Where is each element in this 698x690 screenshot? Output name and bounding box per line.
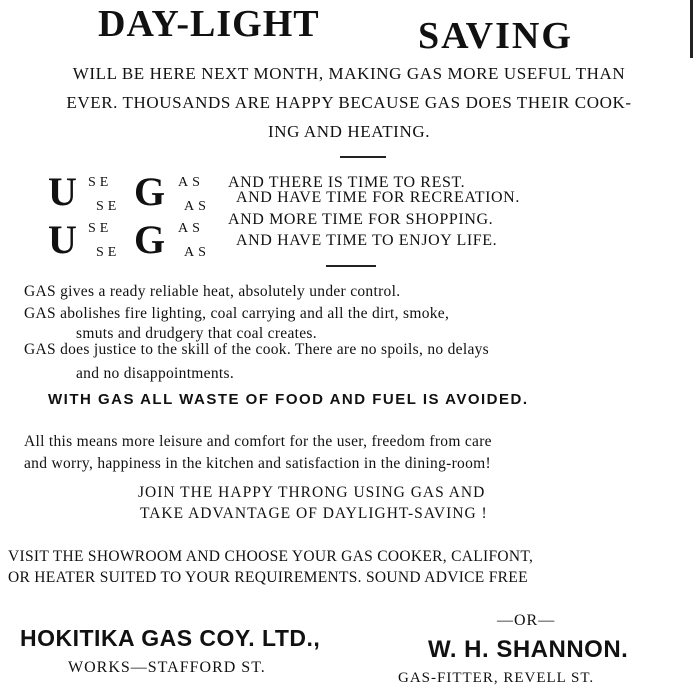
divider [340, 156, 386, 158]
se-letters: SE [88, 221, 113, 236]
se-letters: SE [96, 199, 121, 214]
use-gas-line-1: AND THERE IS TIME TO REST. [228, 174, 466, 191]
company-address-right: GAS-FITTER, REVELL ST. [398, 670, 595, 686]
showroom-line-1: VISIT THE SHOWROOM AND CHOOSE YOUR GAS COOKER, CALIFONT, [8, 548, 534, 565]
big-g-letter: G [134, 217, 166, 262]
join-line-1: JOIN THE HAPPY THRONG USING GAS AND [138, 484, 486, 501]
waste-statement: WITH GAS ALL WASTE OF FOOD AND FUEL IS AVOIDED. [48, 391, 529, 408]
headline-saving: SAVING [418, 15, 573, 57]
divider [326, 265, 376, 267]
big-u-letter: U [48, 217, 77, 262]
headline-day-light: DAY-LIGHT [98, 3, 320, 45]
leisure-line-2: and worry, happiness in the kitchen and satisfaction in the dining-room! [24, 455, 491, 472]
showroom-line-2: OR HEATER SUITED TO YOUR REQUIREMENTS. SOUND ADVICE FREE [8, 569, 528, 586]
intro-line-2: EVER. THOUSANDS ARE HAPPY BECAUSE GAS DOES THEIR COOK- [66, 93, 632, 112]
border-rule [690, 0, 693, 58]
as-letters: AS [184, 199, 210, 214]
big-u-letter: U [48, 169, 77, 214]
leisure-line-1: All this means more leisure and comfort for the user, freedom from care [24, 433, 492, 450]
company-address-left: WORKS—STAFFORD ST. [68, 659, 266, 676]
use-gas-line-3: AND MORE TIME FOR SHOPPING. [228, 211, 494, 228]
use-gas-line-2: AND HAVE TIME FOR RECREATION. [236, 189, 520, 206]
big-g-letter: G [134, 169, 166, 214]
se-letters: SE [96, 245, 121, 260]
as-letters: AS [184, 245, 210, 260]
use-gas-line-4: AND HAVE TIME TO ENJOY LIFE. [236, 232, 498, 249]
as-letters: AS [178, 221, 204, 236]
benefit-line-3: smuts and drudgery that coal creates. [76, 325, 317, 342]
intro-line-1: WILL BE HERE NEXT MONTH, MAKING GAS MORE USEFUL THAN [72, 64, 626, 83]
company-name-left: HOKITIKA GAS COY. LTD., [20, 625, 321, 651]
benefit-line-4: GAS does justice to the skill of the cook. There are no spoils, no delays [24, 341, 490, 358]
benefit-line-2: GAS abolishes fire lighting, coal carrying and all the dirt, smoke, [24, 305, 450, 322]
as-letters: AS [178, 175, 204, 190]
intro-line-3: ING AND HEATING. [267, 122, 431, 141]
or-divider: —OR— [497, 612, 556, 629]
se-letters: SE [88, 175, 113, 190]
benefit-line-5: and no disappointments. [76, 365, 235, 382]
join-line-2: TAKE ADVANTAGE OF DAYLIGHT-SAVING ! [140, 505, 488, 522]
benefit-line-1: GAS gives a ready reliable heat, absolutely under control. [24, 283, 401, 300]
company-name-right: W. H. SHANNON. [428, 636, 629, 663]
